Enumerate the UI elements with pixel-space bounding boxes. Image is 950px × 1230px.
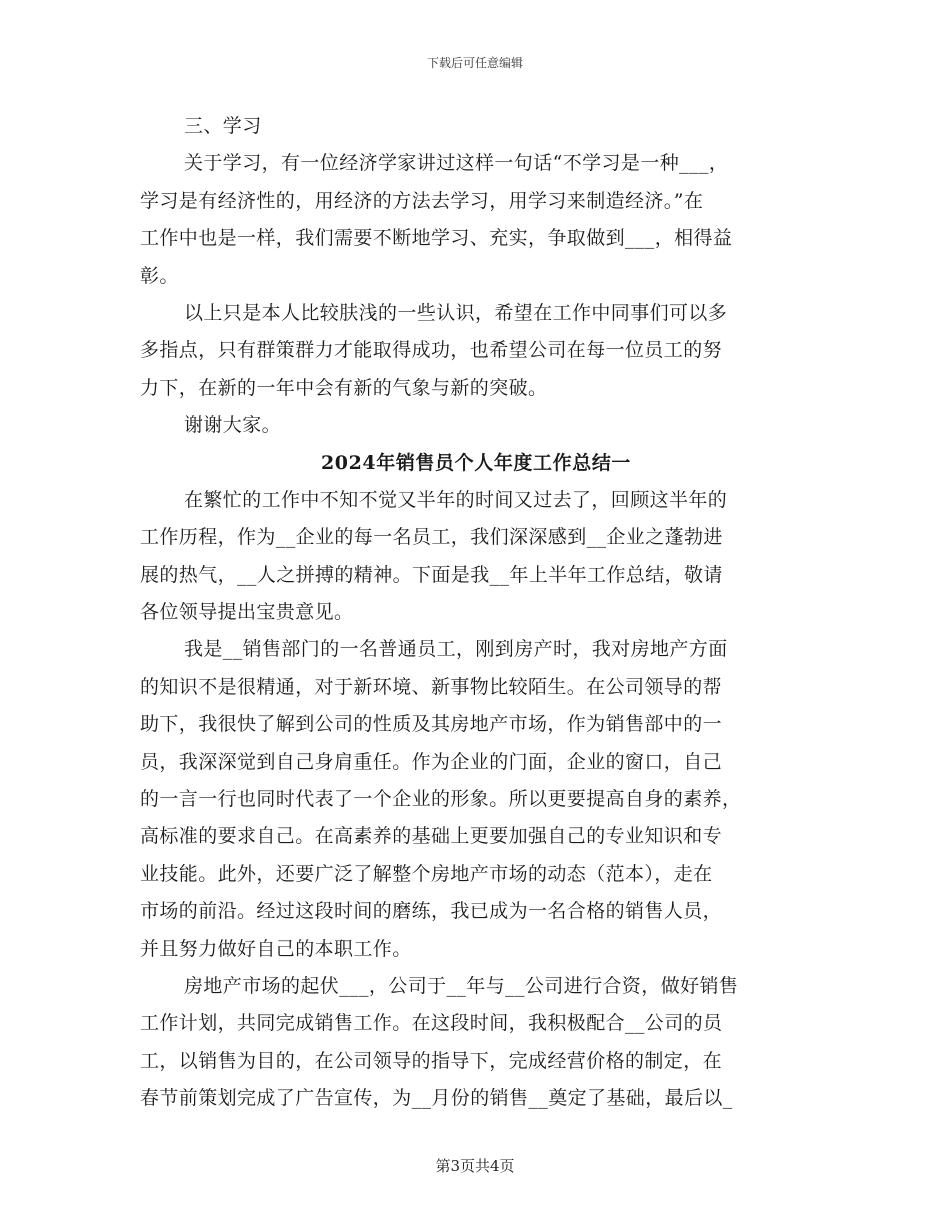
section-title: 2024年销售员个人年度工作总结一 (320, 451, 632, 474)
text-line: 助下，我很快了解到公司的性质及其房地产市场，作为销售部中的一 (140, 713, 723, 736)
text-line: 在繁忙的工作中不知不觉又半年的时间又过去了，回顾这半年的 (184, 488, 728, 511)
text-line: 员，我深深觉到自己身肩重任。作为企业的门面，企业的窗口，自己 (140, 750, 723, 773)
text-line: 房地产市场的起伏___，公司于__年与__公司进行合资，做好销售 (184, 974, 739, 997)
text-line: 业技能。此外，还要广泛了解整个房地产市场的动态（范本），走在 (140, 862, 713, 885)
text-line: 的一言一行也同时代表了一个企业的形象。所以更要提高自身的素养， (140, 788, 742, 811)
text-line: 工作计划，共同完成销售工作。在这段时间，我积极配合__公司的员 (140, 1012, 723, 1035)
document-body (140, 108, 812, 1118)
text-line: 学习是有经济性的，用经济的方法去学习，用学习来制造经济。”在 (140, 189, 704, 212)
text-line: 的知识不是很精通，对于新环境、新事物比较陌生。在公司领导的帮 (140, 675, 723, 698)
text-line: 彰。 (140, 264, 179, 287)
text-line: 谢谢大家。 (184, 414, 282, 437)
page-footer: 第3页共4页 (435, 1157, 515, 1175)
text-line: 工作中也是一样，我们需要不断地学习、充实，争取做到___，相得益 (140, 227, 733, 250)
text-line: 各位领导提出宝贵意见。 (140, 601, 354, 624)
text-line: 高标准的要求自己。在高素养的基础上更要加强自己的专业知识和专 (140, 825, 723, 848)
text-line: 关于学习，有一位经济学家讲过这样一句话“不学习是一种___， (184, 152, 729, 175)
text-line: 春节前策划完成了广告宣传，为__月份的销售__奠定了基础，最后以_ (140, 1087, 733, 1110)
text-line: 展的热气，__人之拼搏的精神。下面是我__年上半年工作总结，敬请 (140, 563, 723, 586)
text-line: 我是__销售部门的一名普通员工，刚到房产时，我对房地产方面 (184, 638, 728, 661)
text-line: 三、学习 (184, 115, 262, 137)
text-line: 工，以销售为目的，在公司领导的指导下，完成经营价格的制定，在 (140, 1049, 723, 1072)
page-header: 下载后可任意编辑 (426, 56, 523, 70)
text-line: 并且努力做好自己的本职工作。 (140, 937, 412, 960)
text-line: 市场的前沿。经过这段时间的磨练，我已成为一名合格的销售人员， (140, 900, 723, 923)
text-line: 工作历程，作为__企业的每一名员工，我们深深感到__企业之蓬勃进 (140, 526, 723, 549)
text-line: 力下，在新的一年中会有新的气象与新的突破。 (140, 376, 548, 399)
text-line: 以上只是本人比较肤浅的一些认识，希望在工作中同事们可以多 (184, 301, 728, 324)
text-line: 多指点，只有群策群力才能取得成功，也希望公司在每一位员工的努 (140, 339, 723, 362)
